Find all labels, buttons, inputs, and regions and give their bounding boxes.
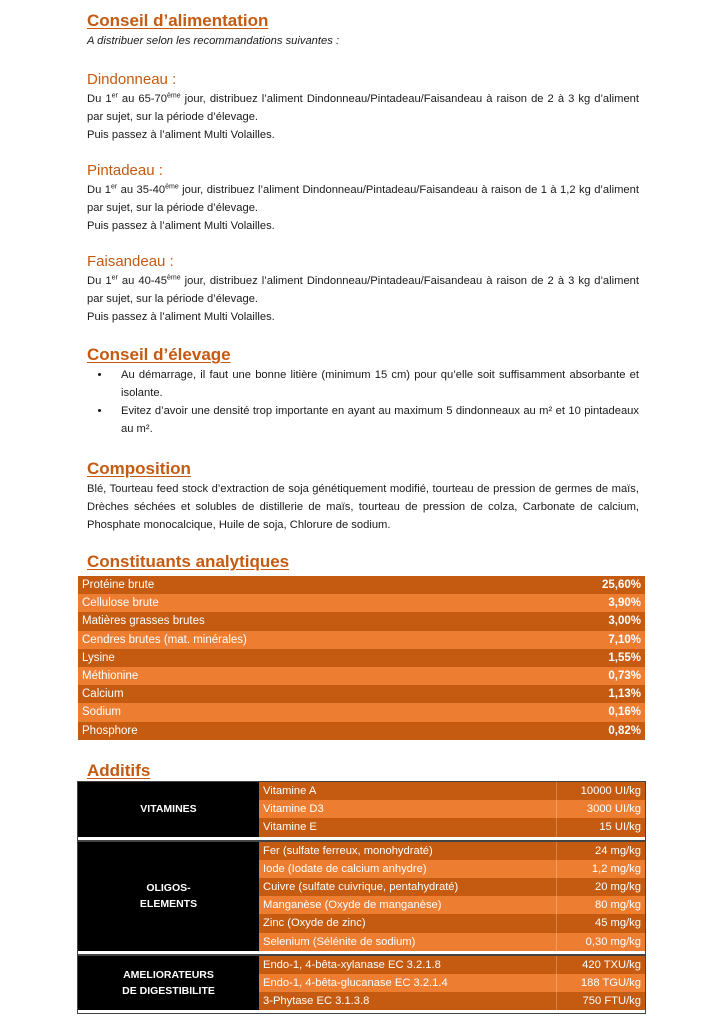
additive-row [259,878,645,896]
species-pintadeau [87,161,639,235]
species-instructions: Du 1er au 35-40ème jour, distribuez l’aliment Dindonneau/Pintadeau/Faisandeau à raison de 1 à 1,2 kg d’aliment par sujet, sur la période d’élevage. [87,183,639,214]
additive-value: 3000 UI/kg [586,803,641,816]
additive-value: 0,30 mg/kg [585,935,641,948]
species-faisandeau [87,252,639,326]
constituent-label: Protéine brute [82,579,155,592]
constituent-value: 3,90% [608,597,641,610]
additive-name: Fer (sulfate ferreux, monohydraté) [259,842,557,860]
analytics-table [78,576,645,740]
constituent-label: Matières grasses brutes [82,615,205,628]
analytics-row [78,594,645,612]
group-label: OLIGOS- ELEMENTS [78,842,259,951]
analytics-section [87,551,639,573]
constituent-value: 3,00% [608,615,641,628]
constituent-value: 1,13% [608,688,641,701]
analytics-row [78,649,645,667]
constituent-label: Sodium [82,706,121,719]
additive-row [259,842,645,860]
feeding-title: Conseil d’alimentation [87,11,269,30]
additive-name: Iode (Iodate de calcium anhydre) [259,860,557,878]
additives-title: Additifs [87,761,151,780]
additive-value: 1,2 mg/kg [591,862,641,875]
constituent-label: Méthionine [82,670,139,683]
constituent-value: 0,73% [608,670,641,683]
additive-name: Endo-1, 4-bêta-xylanase EC 3.2.1.8 [259,956,557,974]
analytics-row [78,722,645,740]
additive-value: 188 TGU/kg [580,976,641,989]
additive-row [259,800,645,818]
species-title: Pintadeau : [87,162,163,179]
additive-row [259,933,645,951]
analytics-row [78,576,645,594]
additive-group-vitamines [78,782,645,840]
constituent-label: Phosphore [82,724,138,737]
group-label: VITAMINES [78,782,259,837]
additive-name: 3-Phytase EC 3.1.3.8 [259,992,557,1010]
analytics-row [78,703,645,721]
analytics-row [78,612,645,630]
breeding-list [87,366,639,438]
analytics-row [78,667,645,685]
additive-row [259,818,645,836]
additive-value: 45 mg/kg [594,917,641,930]
constituent-value: 1,55% [608,651,641,664]
additive-value: 15 UI/kg [599,821,641,834]
feeding-section [87,10,639,50]
species-instructions: Du 1er au 40-45ème jour, distribuez l’aliment Dindonneau/Pintadeau/Faisandeau à raison de 2 à 3 kg d’aliment par sujet, sur la période d’élevage. [87,274,639,305]
additive-name: Endo-1, 4-bêta-glucanase EC 3.2.1.4 [259,974,557,992]
additive-value: 750 FTU/kg [582,995,641,1008]
constituent-value: 25,60% [601,579,641,592]
constituent-value: 7,10% [608,633,641,646]
feeding-subtitle: A distribuer selon les recommandations suivantes : [87,35,340,47]
additive-name: Zinc (Oxyde de zinc) [259,914,557,932]
additive-value: 20 mg/kg [594,881,641,894]
constituent-label: Cellulose brute [82,597,159,610]
additive-row [259,860,645,878]
additive-row [259,956,645,974]
additive-row [259,896,645,914]
species-title: Dindonneau : [87,71,177,88]
additive-row [259,914,645,932]
additive-name: Vitamine E [259,818,557,836]
additive-row [259,992,645,1010]
analytics-title: Constituants analytiques [87,552,290,571]
analytics-row [78,685,645,703]
constituent-label: Calcium [82,688,124,701]
additive-name: Cuivre (sulfate cuivrique, pentahydraté) [259,878,557,896]
species-dindonneau [87,70,639,144]
constituent-label: Cendres brutes (mat. minérales) [82,633,247,646]
breeding-bullet: • Au démarrage, il faut une bonne litière (minimum 15 cm) pour qu’elle soit suffisamment absorbante et isolante. [111,366,639,402]
constituent-value: 0,82% [608,724,641,737]
composition-text: Blé, Tourteau feed stock d’extraction de soja génétiquement modifié, tourteau de pression de germes de maïs, Drèches séchées et solubles de distillerie de maïs, tourteau de pression de colza, Carbonate de calcium, Phosphate monocalcique, Huile de soja, Chlorure de sodium. [87,483,639,531]
additive-name: Manganèse (Oxyde de manganèse) [259,896,557,914]
species-instructions: Du 1er au 65-70ème jour, distribuez l’aliment Dindonneau/Pintadeau/Faisandeau à raison de 2 à 3 kg d’aliment par sujet, sur la période d’élevage. [87,92,639,123]
additives-table [78,782,645,1013]
additive-name: Vitamine D3 [259,800,557,818]
analytics-row [78,631,645,649]
constituent-label: Lysine [82,651,115,664]
breeding-title: Conseil d’élevage [87,345,231,364]
species-followup: Puis passez à l’aliment Multi Volailles. [87,311,275,323]
additive-value: 420 TXU/kg [582,958,641,971]
composition-section [87,458,639,534]
additive-group-oligo-elements [78,842,645,954]
composition-title: Composition [87,459,191,478]
additive-name: Selenium (Sélénite de sodium) [259,933,557,951]
group-label: AMELIORATEURS DE DIGESTIBILITE [78,956,259,1011]
additive-name: Vitamine A [259,782,557,800]
constituent-value: 0,16% [608,706,641,719]
additive-value: 10000 UI/kg [580,785,641,798]
additive-value: 24 mg/kg [594,844,641,857]
species-followup: Puis passez à l’aliment Multi Volailles. [87,220,275,232]
additive-row [259,782,645,800]
species-followup: Puis passez à l’aliment Multi Volailles. [87,129,275,141]
additive-row [259,974,645,992]
species-title: Faisandeau : [87,253,174,270]
breeding-bullet: • Evitez d’avoir une densité trop importante en ayant au maximum 5 dindonneaux au m² et 10 pintadeaux au m². [111,402,639,438]
breeding-section [87,344,639,438]
additive-group-digestibility [78,956,645,1014]
additive-value: 80 mg/kg [594,899,641,912]
additives-section [87,760,639,782]
